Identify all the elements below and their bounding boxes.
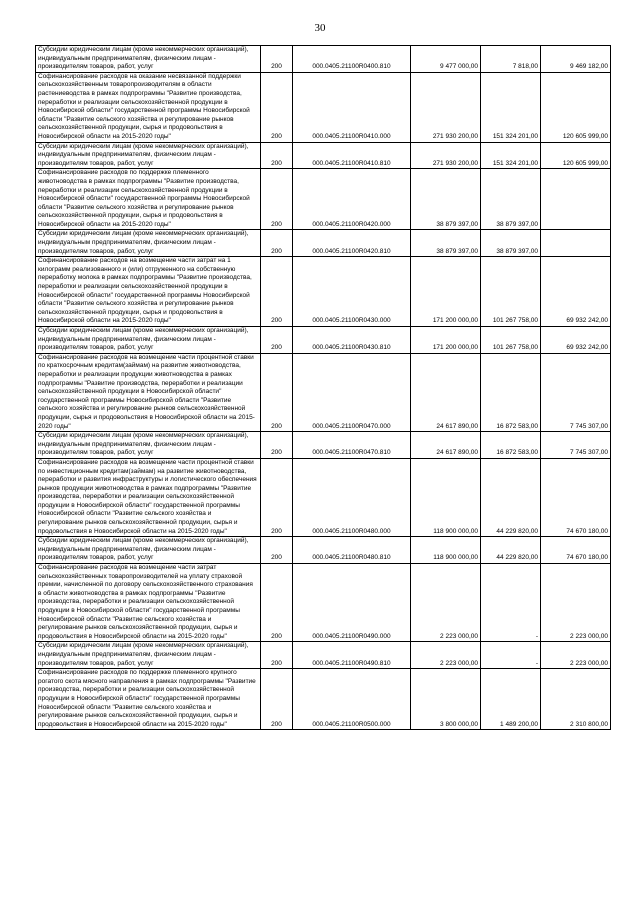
plan-amount-cell: 38 879 397,00 bbox=[411, 169, 481, 230]
executed-amount-cell: 44 229 820,00 bbox=[481, 537, 541, 564]
budget-code-cell: 000.0405.21100R0430.810 bbox=[293, 327, 411, 354]
table-row bbox=[36, 257, 611, 327]
budget-code-cell: 000.0405.21100R0480.000 bbox=[293, 458, 411, 536]
grbs-code-cell: 200 bbox=[261, 72, 293, 142]
plan-amount-cell: 2 223 000,00 bbox=[411, 564, 481, 642]
grbs-code-cell: 200 bbox=[261, 142, 293, 169]
grbs-code-cell: 200 bbox=[261, 669, 293, 730]
table-body bbox=[36, 46, 611, 730]
plan-amount-cell: 271 930 200,00 bbox=[411, 72, 481, 142]
table-row bbox=[36, 230, 611, 257]
grbs-code-cell: 200 bbox=[261, 353, 293, 431]
budget-code-cell: 000.0405.21100R0480.810 bbox=[293, 537, 411, 564]
budget-code-cell: 000.0405.21100R0490.000 bbox=[293, 564, 411, 642]
budget-code-cell: 000.0405.21100R0430.000 bbox=[293, 257, 411, 327]
grbs-code-cell: 200 bbox=[261, 642, 293, 669]
plan-amount-cell: 171 200 000,00 bbox=[411, 327, 481, 354]
executed-amount-cell: 16 872 583,00 bbox=[481, 353, 541, 431]
table-row bbox=[36, 46, 611, 73]
plan-amount-cell: 24 617 890,00 bbox=[411, 353, 481, 431]
table-row bbox=[36, 142, 611, 169]
row-name-cell: Субсидии юридическим лицам (кроме некоммерческих организаций), индивидуальным предпринимателям, физическим лицам - производителям товаров, работ, услуг bbox=[36, 46, 261, 73]
plan-amount-cell: 271 930 200,00 bbox=[411, 142, 481, 169]
table-row bbox=[36, 327, 611, 354]
table-row bbox=[36, 642, 611, 669]
executed-amount-cell: 16 872 583,00 bbox=[481, 432, 541, 459]
executed-amount-cell: 1 489 200,00 bbox=[481, 669, 541, 730]
table-row bbox=[36, 537, 611, 564]
remainder-amount-cell: 9 469 182,00 bbox=[541, 46, 611, 73]
row-name-cell: Субсидии юридическим лицам (кроме некоммерческих организаций), индивидуальным предпринимателям, физическим лицам - производителям товаров, работ, услуг bbox=[36, 432, 261, 459]
grbs-code-cell: 200 bbox=[261, 458, 293, 536]
row-name-cell: Софинансирование расходов на возмещение части процентной ставки по краткосрочным кредитам(займам) на развитие животноводства, переработки и реализации продукции животноводства в рамках подпрограммы "Развитие производства, переработки и реализации сельскохозяйственной продукции в Новосибирской области" государственной программы Новосибирской области "Развитие сельского хозяйства и регулирование рынков сельскохозяйственной продукции, сырья и продовольствия в Новосибирской области на 2015-2020 годы" bbox=[36, 353, 261, 431]
table-row bbox=[36, 72, 611, 142]
grbs-code-cell: 200 bbox=[261, 46, 293, 73]
row-name-cell: Субсидии юридическим лицам (кроме некоммерческих организаций), индивидуальным предпринимателям, физическим лицам - производителям товаров, работ, услуг bbox=[36, 327, 261, 354]
executed-amount-cell: - bbox=[481, 564, 541, 642]
budget-execution-table bbox=[35, 45, 611, 730]
table-row bbox=[36, 564, 611, 642]
plan-amount-cell: 118 900 000,00 bbox=[411, 537, 481, 564]
budget-code-cell: 000.0405.21100R0420.810 bbox=[293, 230, 411, 257]
remainder-amount-cell: 7 745 307,00 bbox=[541, 353, 611, 431]
budget-code-cell: 000.0405.21100R0410.000 bbox=[293, 72, 411, 142]
executed-amount-cell: 151 324 201,00 bbox=[481, 142, 541, 169]
grbs-code-cell: 200 bbox=[261, 169, 293, 230]
budget-code-cell: 000.0405.21100R0490.810 bbox=[293, 642, 411, 669]
grbs-code-cell: 200 bbox=[261, 230, 293, 257]
row-name-cell: Субсидии юридическим лицам (кроме некоммерческих организаций), индивидуальным предпринимателям, физическим лицам - производителям товаров, работ, услуг bbox=[36, 642, 261, 669]
plan-amount-cell: 24 617 890,00 bbox=[411, 432, 481, 459]
table-row bbox=[36, 458, 611, 536]
grbs-code-cell: 200 bbox=[261, 537, 293, 564]
budget-code-cell: 000.0405.21100R0410.810 bbox=[293, 142, 411, 169]
executed-amount-cell: 38 879 397,00 bbox=[481, 169, 541, 230]
grbs-code-cell: 200 bbox=[261, 257, 293, 327]
budget-code-cell: 000.0405.21100R0470.000 bbox=[293, 353, 411, 431]
row-name-cell: Софинансирование расходов на возмещение части затрат сельскохозяйственных товаропроизводителей на уплату страховой премии, начисленной по договору сельскохозяйственного страхования в области животноводства в рамках подпрограммы "Развитие производства, переработки и реализации сельскохозяйственной продукции в Новосибирской области" государственной программы Новосибирской области "Развитие сельского хозяйства и регулирование рынков сельскохозяйственной продукции, сырья и продовольствия в Новосибирской области на 2015-2020 годы" bbox=[36, 564, 261, 642]
plan-amount-cell: 2 223 000,00 bbox=[411, 642, 481, 669]
budget-code-cell: 000.0405.21100R0400.810 bbox=[293, 46, 411, 73]
budget-code-cell: 000.0405.21100R0470.810 bbox=[293, 432, 411, 459]
executed-amount-cell: 101 267 758,00 bbox=[481, 257, 541, 327]
budget-code-cell: 000.0405.21100R0500.000 bbox=[293, 669, 411, 730]
row-name-cell: Софинансирование расходов на оказание несвязанной поддержки сельскохозяйственным товаропроизводителям в области растениеводства в рамках подпрограммы "Развитие производства, переработки и реализации сельскохозяйственной продукции в Новосибирской области" государственной программы Новосибирской области "Развитие сельского хозяйства и регулирование рынков сельскохозяйственной продукции, сырья и продовольствия в Новосибирской области на 2015-2020 годы" bbox=[36, 72, 261, 142]
remainder-amount-cell: 120 605 999,00 bbox=[541, 142, 611, 169]
remainder-amount-cell: 69 932 242,00 bbox=[541, 327, 611, 354]
plan-amount-cell: 38 879 397,00 bbox=[411, 230, 481, 257]
remainder-amount-cell: 74 670 180,00 bbox=[541, 537, 611, 564]
remainder-amount-cell: 74 670 180,00 bbox=[541, 458, 611, 536]
plan-amount-cell: 9 477 000,00 bbox=[411, 46, 481, 73]
remainder-amount-cell: 2 223 000,00 bbox=[541, 564, 611, 642]
executed-amount-cell: 38 879 397,00 bbox=[481, 230, 541, 257]
row-name-cell: Софинансирование расходов по поддержке племенного крупного рогатого скота мясного направления в рамках подпрограммы "Развитие производства, переработки и реализации сельскохозяйственной продукции в Новосибирской области" государственной программы Новосибирской области "Развитие сельского хозяйства и регулирование рынков сельскохозяйственной продукции, сырья и продовольствия в Новосибирской области на 2015-2020 годы" bbox=[36, 669, 261, 730]
remainder-amount-cell: 120 605 999,00 bbox=[541, 72, 611, 142]
remainder-amount-cell: 69 932 242,00 bbox=[541, 257, 611, 327]
grbs-code-cell: 200 bbox=[261, 432, 293, 459]
row-name-cell: Субсидии юридическим лицам (кроме некоммерческих организаций), индивидуальным предпринимателям, физическим лицам - производителям товаров, работ, услуг bbox=[36, 142, 261, 169]
executed-amount-cell: 44 229 820,00 bbox=[481, 458, 541, 536]
plan-amount-cell: 118 900 000,00 bbox=[411, 458, 481, 536]
executed-amount-cell: 7 818,00 bbox=[481, 46, 541, 73]
table-row bbox=[36, 169, 611, 230]
remainder-amount-cell: 2 223 000,00 bbox=[541, 642, 611, 669]
row-name-cell: Софинансирование расходов на возмещение части процентной ставки по инвестиционным кредитам(займам) на развитие животноводства, переработки и развития инфраструктуры и логистического обеспечения рынков продукции животноводства в рамках подпрограммы "Развитие производства, переработки и реализации сельскохозяйственной продукции в Новосибирской области" государственной программы Новосибирской области "Развитие сельского хозяйства и регулирование рынков сельскохозяйственной продукции, сырья и продовольствия в Новосибирской области на 2015-2020 годы" bbox=[36, 458, 261, 536]
executed-amount-cell: 151 324 201,00 bbox=[481, 72, 541, 142]
budget-code-cell: 000.0405.21100R0420.000 bbox=[293, 169, 411, 230]
table-row bbox=[36, 432, 611, 459]
remainder-amount-cell bbox=[541, 230, 611, 257]
row-name-cell: Софинансирование расходов на возмещение части затрат на 1 килограмм реализованного и (или) отгруженного на собственную переработку молока в рамках подпрограммы "Развитие производства, переработки и реализации сельскохозяйственной продукции в Новосибирской области" государственной программы Новосибирской области "Развитие сельского хозяйства и регулирование рынков сельскохозяйственной продукции, сырья и продовольствия в Новосибирской области на 2015-2020 годы" bbox=[36, 257, 261, 327]
grbs-code-cell: 200 bbox=[261, 564, 293, 642]
plan-amount-cell: 3 800 000,00 bbox=[411, 669, 481, 730]
row-name-cell: Субсидии юридическим лицам (кроме некоммерческих организаций), индивидуальным предпринимателям, физическим лицам - производителям товаров, работ, услуг bbox=[36, 230, 261, 257]
page-number: 30 bbox=[314, 22, 326, 34]
plan-amount-cell: 171 200 000,00 bbox=[411, 257, 481, 327]
grbs-code-cell: 200 bbox=[261, 327, 293, 354]
row-name-cell: Субсидии юридическим лицам (кроме некоммерческих организаций), индивидуальным предпринимателям, физическим лицам - производителям товаров, работ, услуг bbox=[36, 537, 261, 564]
table-row bbox=[36, 669, 611, 730]
remainder-amount-cell: 7 745 307,00 bbox=[541, 432, 611, 459]
row-name-cell: Софинансирование расходов по поддержке племенного животноводства в рамках подпрограммы "Развитие производства, переработки и реализации сельскохозяйственной продукции в Новосибирской области" государственной программы Новосибирской области "Развитие сельского хозяйства и регулирование рынков сельскохозяйственной продукции, сырья и продовольствия в Новосибирской области на 2015-2020 годы" bbox=[36, 169, 261, 230]
executed-amount-cell: - bbox=[481, 642, 541, 669]
remainder-amount-cell: 2 310 800,00 bbox=[541, 669, 611, 730]
executed-amount-cell: 101 267 758,00 bbox=[481, 327, 541, 354]
table-row bbox=[36, 353, 611, 431]
remainder-amount-cell bbox=[541, 169, 611, 230]
